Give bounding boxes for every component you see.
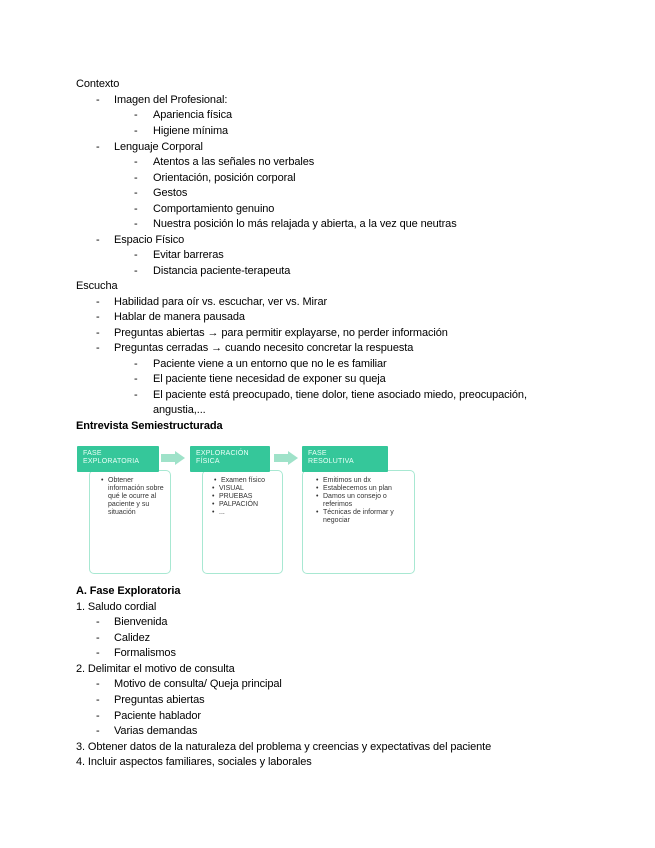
arrow-right-icon <box>274 451 298 465</box>
section-heading-fase-a: A. Fase Exploratoria <box>76 585 181 597</box>
list-item: Comportamiento genuino <box>153 203 275 215</box>
list-item: Habilidad para oír vs. escuchar, ver vs. Mirar <box>114 296 328 308</box>
list-item: Atentos a las señales no verbales <box>153 156 315 168</box>
phase-item: • Emitimos un dx <box>323 477 415 485</box>
numbered-item: 2. Delimitar el motivo de consulta <box>76 663 235 675</box>
list-item: El paciente está preocupado, tiene dolor, tiene asociado miedo, preocupación, angustia,... <box>153 389 527 416</box>
list-item: Calidez <box>114 632 150 644</box>
dash-bullet: - <box>134 265 138 277</box>
list-item: Preguntas cerradas → cuando necesito concretar la respuesta <box>114 342 414 354</box>
dash-bullet: - <box>96 694 100 706</box>
dash-bullet: - <box>96 632 100 644</box>
phase-exploratoria-box <box>89 470 171 574</box>
dash-bullet: - <box>134 109 138 121</box>
list-item: Imagen del Profesional: <box>114 94 228 106</box>
list-item: Nuestra posición lo más relajada y abierta, a la vez que neutras <box>153 218 457 230</box>
dash-bullet: - <box>96 710 100 722</box>
dash-bullet: - <box>134 156 138 168</box>
phase-item: • Técnicas de informar y negociar <box>323 509 415 525</box>
list-item: Varias demandas <box>114 725 198 737</box>
list-item: Preguntas abiertas → para permitir explayarse, no perder información <box>114 327 448 339</box>
list-item: Paciente hablador <box>114 710 201 722</box>
dash-bullet: - <box>96 141 100 153</box>
numbered-item: 4. Incluir aspectos familiares, sociales y laborales <box>76 756 312 768</box>
phase-subitem: • PRUEBAS <box>219 493 276 501</box>
dash-bullet: - <box>134 373 138 385</box>
phase-resolutiva-header: FASE RESOLUTIVA <box>302 446 388 472</box>
list-item: Higiene mínima <box>153 125 229 137</box>
phase-item: • Establecemos un plan <box>323 485 415 493</box>
dash-bullet: - <box>134 172 138 184</box>
list-item: Motivo de consulta/ Queja principal <box>114 678 282 690</box>
list-item: Gestos <box>153 187 188 199</box>
dash-bullet: - <box>96 678 100 690</box>
dash-bullet: - <box>96 296 100 308</box>
phase-exploracion-header: EXPLORACIÓN FÍSICA <box>190 446 270 472</box>
phase-item: • Damos un consejo o referimos <box>323 493 415 509</box>
arrow-right-icon <box>161 451 185 465</box>
list-item: Lenguaje Corporal <box>114 141 203 153</box>
section-heading-contexto: Contexto <box>76 78 120 90</box>
dash-bullet: - <box>134 358 138 370</box>
list-item: Orientación, posición corporal <box>153 172 296 184</box>
phase-exploracion-sublist <box>213 485 276 517</box>
dash-bullet: - <box>134 218 138 230</box>
dash-bullet: - <box>96 647 100 659</box>
list-item: El paciente tiene necesidad de exponer su queja <box>153 373 386 385</box>
phase-exploracion-list <box>213 477 276 485</box>
phase-subitem: • VISUAL <box>219 485 276 493</box>
list-item: Distancia paciente-terapeuta <box>153 265 291 277</box>
phase-exploratoria-header: FASE EXPLORATORIA <box>77 446 159 472</box>
dash-bullet: - <box>134 187 138 199</box>
phase-exploratoria-list <box>100 477 164 517</box>
dash-bullet: - <box>96 311 100 323</box>
dash-bullet: - <box>96 234 100 246</box>
list-item: Evitar barreras <box>153 249 224 261</box>
dash-bullet: - <box>96 616 100 628</box>
phase-exploracion-box <box>202 470 283 574</box>
phase-subitem: • PALPACIÓN <box>219 501 276 509</box>
list-item: Apariencia física <box>153 109 233 121</box>
dash-bullet: - <box>134 249 138 261</box>
phase-item: • Examen físico <box>221 477 276 485</box>
phase-resolutiva-box <box>302 470 415 574</box>
list-item: Bienvenida <box>114 616 168 628</box>
phase-item: • Obtener información sobre qué le ocurre al paciente y su situación <box>108 477 170 517</box>
dash-bullet: - <box>134 389 138 401</box>
list-item: Hablar de manera pausada <box>114 311 245 323</box>
phase-resolutiva-list <box>315 477 415 525</box>
list-item: Preguntas abiertas <box>114 694 205 706</box>
dash-bullet: - <box>134 203 138 215</box>
phase-subitem: • ... <box>219 509 276 517</box>
list-item: Formalismos <box>114 647 176 659</box>
dash-bullet: - <box>96 327 100 339</box>
section-heading-entrevista: Entrevista Semiestructurada <box>76 420 223 432</box>
list-item: Paciente viene a un entorno que no le es familiar <box>153 358 387 370</box>
numbered-item: 1. Saludo cordial <box>76 601 157 613</box>
dash-bullet: - <box>134 125 138 137</box>
dash-bullet: - <box>96 94 100 106</box>
list-item: Espacio Físico <box>114 234 185 246</box>
dash-bullet: - <box>96 342 100 354</box>
section-heading-escucha: Escucha <box>76 280 118 292</box>
numbered-item: 3. Obtener datos de la naturaleza del problema y creencias y expectativas del paciente <box>76 741 492 753</box>
dash-bullet: - <box>96 725 100 737</box>
